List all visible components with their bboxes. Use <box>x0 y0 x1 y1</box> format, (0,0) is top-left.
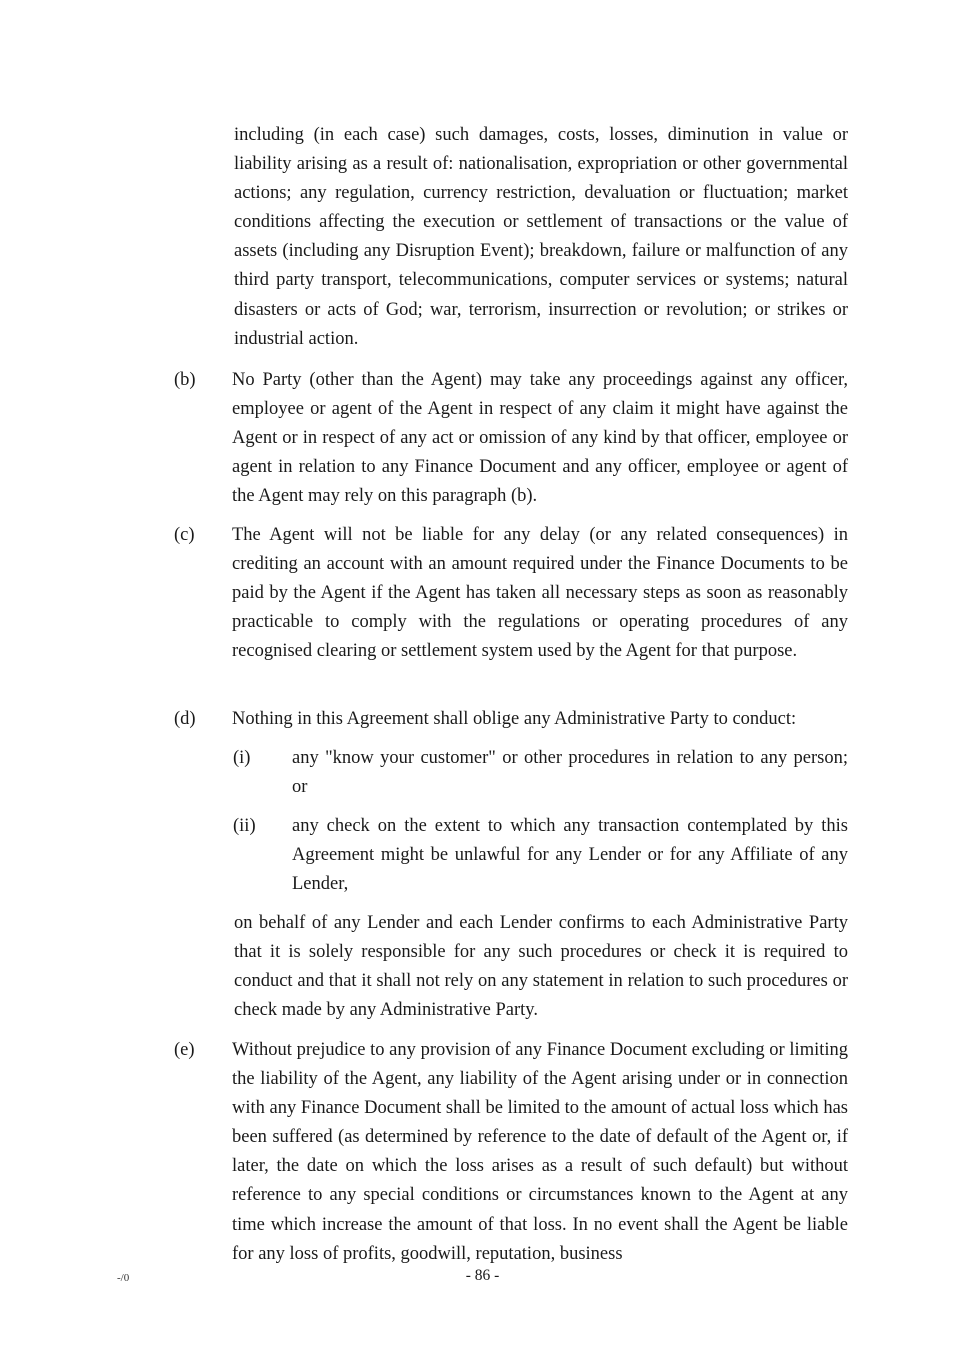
subclause-i-label: (i) <box>233 748 251 768</box>
clause-d-label: (d) <box>174 709 196 729</box>
clause-e-label: (e) <box>174 1040 195 1060</box>
clause-d-text: Nothing in this Agreement shall oblige any Administrative Party to conduct: <box>232 709 797 729</box>
clause-e-text: Without prejudice to any provision of any Finance Document excluding or limiting the liability of the Agent, any liability of the Agent arising under or in connection with any Finance Document shall be limited to the amount of actual loss which has been suffered (as determined by reference to the date of default of the Agent or, if later, the date on which the loss arises as a result of such default) but without reference to any special conditions or circumstances known to the Agent at any time which increase the amount of that loss. In no event shall the Agent be liable for any loss of profits, goodwill, reputation, business <box>232 1040 848 1264</box>
page-number: - 86 - <box>465 1267 500 1284</box>
intro-paragraph: including (in each case) such damages, costs, losses, diminution in value or liability arising as a result of: nationalisation, expropriation or other governmental actions; any regulation, currency restriction, devaluation or fluctuation; market conditions affecting the execution or settlement of transactions or the value of assets (including any Disruption Event); breakdown, failure or malfunction of any third party transport, telecommunications, computer services or systems; natural disasters or acts of God; war, terrorism, insurrection or revolution; or strikes or industrial action. <box>234 125 848 349</box>
footer-reference-code: -/0 <box>117 1272 130 1284</box>
clause-c-text: The Agent will not be liable for any delay (or any related consequences) in crediting an account with an amount required under the Finance Documents to be paid by the Agent if the Agent has taken all necessary steps as soon as reasonably practicable to comply with the regulations or operating procedures of any recognised clearing or settlement system used by the Agent for that purpose. <box>232 525 848 662</box>
clause-d-continuation: on behalf of any Lender and each Lender confirms to each Administrative Party that it is solely responsible for any such procedures or check it is required to conduct and that it shall not rely on any statement in relation to such procedures or check made by any Administrative Party. <box>234 913 848 1021</box>
clause-b-text: No Party (other than the Agent) may take any proceedings against any officer, employee or agent of the Agent in respect of any claim it might have against the Agent or in respect of any act or omission of any kind by that officer, employee or agent in relation to any Finance Document and any officer, employee or agent of the Agent may rely on this paragraph (b). <box>232 370 848 507</box>
subclause-ii-text: any check on the extent to which any transaction contemplated by this Agreement might be unlawful for any Lender or for any Affiliate of any Lender, <box>292 816 848 895</box>
clause-b-label: (b) <box>174 370 196 390</box>
subclause-ii-label: (ii) <box>233 816 256 836</box>
subclause-i-text: any "know your customer" or other procedures in relation to any person; or <box>292 748 848 798</box>
clause-c-label: (c) <box>174 525 195 545</box>
